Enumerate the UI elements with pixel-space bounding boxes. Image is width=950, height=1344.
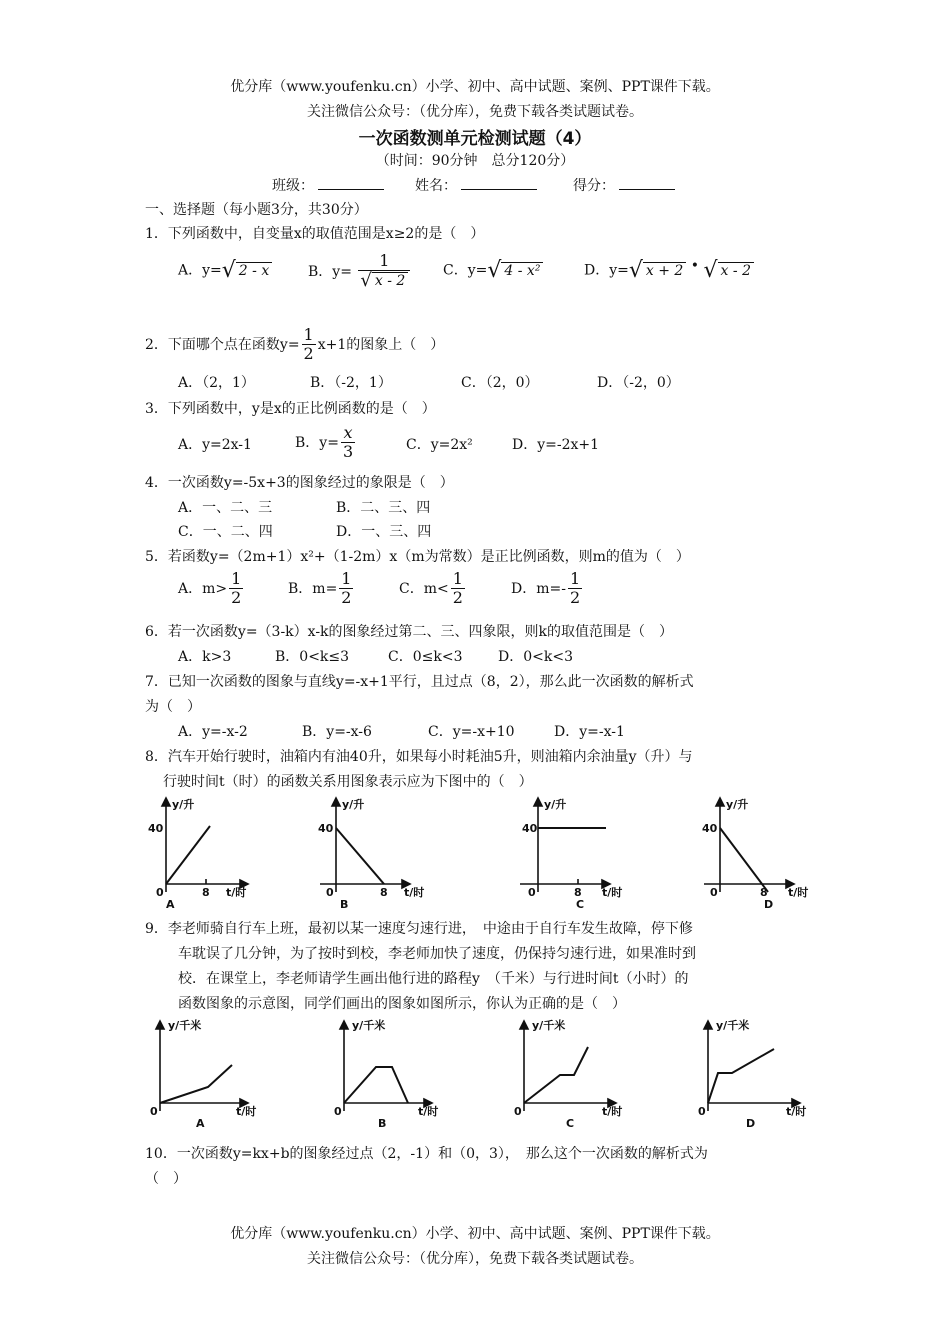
q9d-ylabel: y/千米: [716, 1019, 750, 1032]
q4-option-b: B．二、三、四: [336, 500, 431, 516]
page-title: 一次函数测单元检测试题（4）: [358, 129, 592, 149]
q3-option-d: D．y=-2x+1: [512, 437, 600, 453]
q3-option-c: C．y=2x²: [406, 437, 473, 453]
q2-option-a: A．（2，1）: [178, 375, 255, 391]
q7-option-a: A．y=-x-2: [178, 724, 248, 740]
question-3: 3．下列函数中，y是x的正比例函数的是（ ）: [145, 401, 436, 417]
q8c-y40: 40: [522, 822, 538, 835]
q4-option-a: A．一、二、三: [178, 500, 273, 516]
q9-graph-a: [156, 1021, 248, 1111]
q9a-label: A: [196, 1117, 205, 1130]
question-10: 10．一次函数y=kx+b的图象经过点（2，-1）和（0，3）， 那么这个一次函数的解析式为: [145, 1146, 708, 1162]
q8a-x8: 8: [202, 886, 210, 899]
q8d-x8: 8: [760, 886, 768, 899]
q1-option-b: B．y= $\frac{1}{√ x - 2}$: [308, 252, 412, 290]
q8b-origin: 0: [326, 886, 334, 899]
q9-graph-d: [704, 1021, 800, 1111]
q9b-xlabel: t/时: [418, 1105, 439, 1118]
q2-option-b: B．（-2，1）: [310, 375, 392, 391]
q9-graph-c: [520, 1021, 616, 1111]
q4-option-c: C．一、二、四: [178, 524, 273, 540]
q6-option-b: B．0<k≤3: [275, 649, 350, 665]
q8c-ylabel: y/升: [544, 798, 567, 811]
question-7: 7．已知一次函数的图象与直线y=-x+1平行，且过点（8，2），那么此一次函数的解析式: [145, 674, 694, 690]
q1-option-a: A．y=√ 2 - x: [178, 258, 272, 283]
question-9-line2: 车耽误了几分钟，为了按时到校，李老师加快了速度，仍保持匀速行进，如果准时到: [178, 946, 696, 962]
q8-graphs: [140, 792, 820, 910]
info-class: 班级：: [272, 175, 384, 195]
question-2: 2．下面哪个点在函数y= $\frac{1}{2}$ x+1的图象上（ ）: [145, 325, 445, 363]
q9c-origin: 0: [514, 1105, 522, 1118]
q8a-y40: 40: [148, 822, 164, 835]
subtitle: （时间：90分钟 总分120分）: [375, 153, 575, 169]
info-name: 姓名：: [415, 175, 537, 195]
q8c-x8: 8: [574, 886, 582, 899]
q2-option-c: C．（2，0）: [461, 375, 539, 391]
q8c-origin: 0: [528, 886, 536, 899]
q9d-origin: 0: [698, 1105, 706, 1118]
question-4: 4．一次函数y=-5x+3的图象经过的象限是（ ）: [145, 475, 454, 491]
q3-option-b: B．y= $\frac{x}{3}$: [295, 423, 354, 461]
q9b-origin: 0: [334, 1105, 342, 1118]
q4-option-d: D．一、三、四: [336, 524, 432, 540]
q9c-xlabel: t/时: [602, 1105, 623, 1118]
q8d-xlabel: t/时: [788, 886, 809, 899]
q6-option-d: D．0<k<3: [498, 649, 573, 665]
question-9: 9．李老师骑自行车上班，最初以某一速度匀速行进， 中途由于自行车发生故障，停下修: [145, 921, 693, 937]
q9a-origin: 0: [150, 1105, 158, 1118]
q8b-ylabel: y/升: [342, 798, 365, 811]
q8a-xlabel: t/时: [226, 886, 247, 899]
q8b-label: B: [340, 898, 349, 910]
q8d-ylabel: y/升: [726, 798, 749, 811]
question-1: 1．下列函数中，自变量x的取值范围是x≥2的是（ ）: [145, 226, 485, 242]
header-line-1: 优分库（www.youfenku.cn）小学、初中、高中试题、案例、PPT课件下载。: [230, 79, 720, 95]
question-8: 8．汽车开始行驶时，油箱内有油40升，如果每小时耗油5升，则油箱内余油量y（升）与: [145, 749, 693, 765]
q9c-label: C: [566, 1117, 575, 1130]
q5-option-b: B．m= $\frac{1}{2}$: [288, 569, 352, 607]
q8d-y40: 40: [702, 822, 718, 835]
q8-graph-c: [520, 798, 610, 892]
q8a-ylabel: y/升: [172, 798, 195, 811]
q8d-label: D: [764, 898, 774, 910]
info-score: 得分：: [573, 175, 675, 195]
q3-option-a: A．y=2x-1: [178, 437, 252, 453]
question-5: 5．若函数y=（2m+1）x²+（1-2m）x（m为常数）是正比例函数，则m的值为（ ）: [145, 549, 690, 565]
q8c-xlabel: t/时: [602, 886, 623, 899]
q9a-xlabel: t/时: [236, 1105, 257, 1118]
footer-line-2: 关注微信公众号：（优分库），免费下载各类试题试卷。: [307, 1251, 643, 1267]
q2-option-d: D．（-2，0）: [597, 375, 680, 391]
q8b-y40: 40: [318, 822, 334, 835]
q8d-origin: 0: [710, 886, 718, 899]
q9d-xlabel: t/时: [786, 1105, 807, 1118]
q9-graph-b: [340, 1021, 432, 1111]
question-8-cont: 行驶时间t（时）的函数关系用图象表示应为下图中的（ ）: [163, 774, 533, 790]
q8-graph-b: [320, 798, 410, 892]
q9d-label: D: [746, 1117, 756, 1130]
question-7-cont: 为（ ）: [145, 699, 201, 715]
q7-option-d: D．y=-x-1: [554, 724, 625, 740]
q5-option-d: D．m=- $\frac{1}{2}$: [511, 569, 581, 607]
q9b-ylabel: y/千米: [352, 1019, 386, 1032]
q8b-xlabel: t/时: [404, 886, 425, 899]
q8-graph-d: [704, 798, 794, 892]
question-9-line4: 函数图象的示意图，同学们画出的图象如图所示，你认为正确的是（ ）: [178, 996, 626, 1012]
q5-option-c: C．m< $\frac{1}{2}$: [399, 569, 463, 607]
q7-option-b: B．y=-x-6: [302, 724, 372, 740]
q9c-ylabel: y/千米: [532, 1019, 566, 1032]
section-heading: 一、选择题（每小题3分，共30分）: [145, 202, 368, 218]
q1-option-c: C．y=√ 4 - x²: [443, 258, 543, 283]
q8a-origin: 0: [156, 886, 164, 899]
q9-graphs: [140, 1015, 820, 1135]
q5-option-a: A．m> $\frac{1}{2}$: [178, 569, 242, 607]
question-6: 6．若一次函数y=（3-k）x-k的图象经过第二、三、四象限，则k的取值范围是（ ）: [145, 624, 674, 640]
q6-option-a: A．k>3: [178, 649, 232, 665]
q9b-label: B: [378, 1117, 387, 1130]
footer-line-1: 优分库（www.youfenku.cn）小学、初中、高中试题、案例、PPT课件下载。: [230, 1226, 720, 1242]
q1-option-d: D．y=√ x + 2 • √ x - 2: [584, 258, 754, 283]
q9a-ylabel: y/千米: [168, 1019, 202, 1032]
q8b-x8: 8: [380, 886, 388, 899]
header-line-2: 关注微信公众号：（优分库），免费下载各类试题试卷。: [307, 104, 643, 120]
question-9-line3: 校．在课堂上，李老师请学生画出他行进的路程y （千米）与行进时间t（小时）的: [178, 971, 689, 987]
q6-option-c: C．0≤k<3: [388, 649, 463, 665]
q8-graph-a: [162, 798, 248, 892]
question-10-cont: （ ）: [145, 1171, 187, 1187]
q8c-label: C: [576, 898, 585, 910]
q7-option-c: C．y=-x+10: [428, 724, 515, 740]
q8a-label: A: [166, 898, 175, 910]
